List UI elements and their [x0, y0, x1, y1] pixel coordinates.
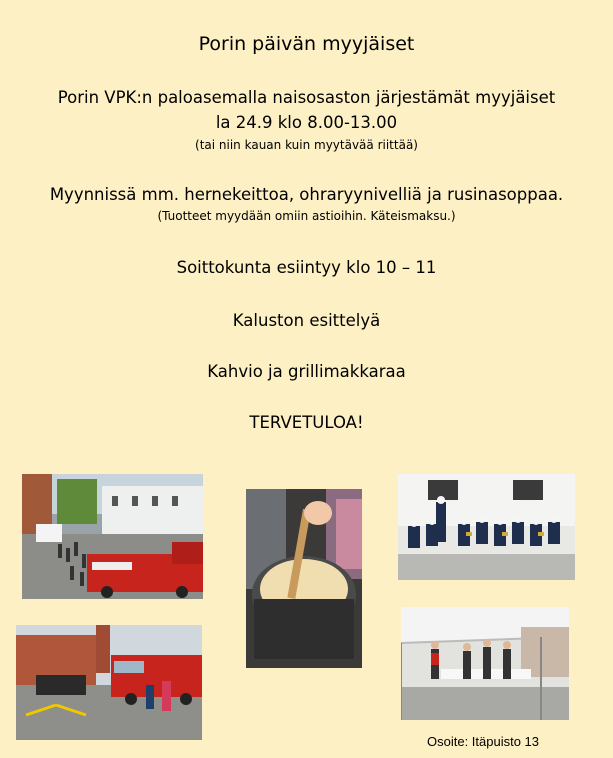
organizer-line: Porin VPK:n paloasemalla naisosaston järjestämät myyjäiset	[57, 88, 556, 107]
poster-title: Porin päivän myyjäiset	[198, 33, 415, 55]
fire-truck-display-photo	[16, 625, 202, 740]
brass-band-photo	[398, 474, 575, 580]
date-note: (tai niin kauan kuin myytävää riittää)	[195, 138, 418, 152]
fire-station-yard-photo	[22, 474, 203, 599]
date-line: la 24.9 klo 8.00-13.00	[215, 113, 398, 132]
welcome-line: TERVETULOA!	[249, 413, 364, 432]
equipment-line: Kaluston esittelyä	[232, 311, 381, 330]
band-line: Soittokunta esiintyy klo 10 – 11	[176, 258, 437, 277]
sale-note: (Tuotteet myydään omiin astioihin. Käteismaksu.)	[157, 209, 456, 223]
sales-tent-photo	[401, 607, 569, 720]
address-text: Osoite: Itäpuisto 13	[427, 734, 540, 749]
porridge-pot-photo	[246, 489, 362, 668]
sale-line: Myynnissä mm. hernekeittoa, ohraryynivelliä ja rusinasoppaa.	[49, 185, 564, 204]
cafe-line: Kahvio ja grillimakkaraa	[207, 362, 406, 381]
